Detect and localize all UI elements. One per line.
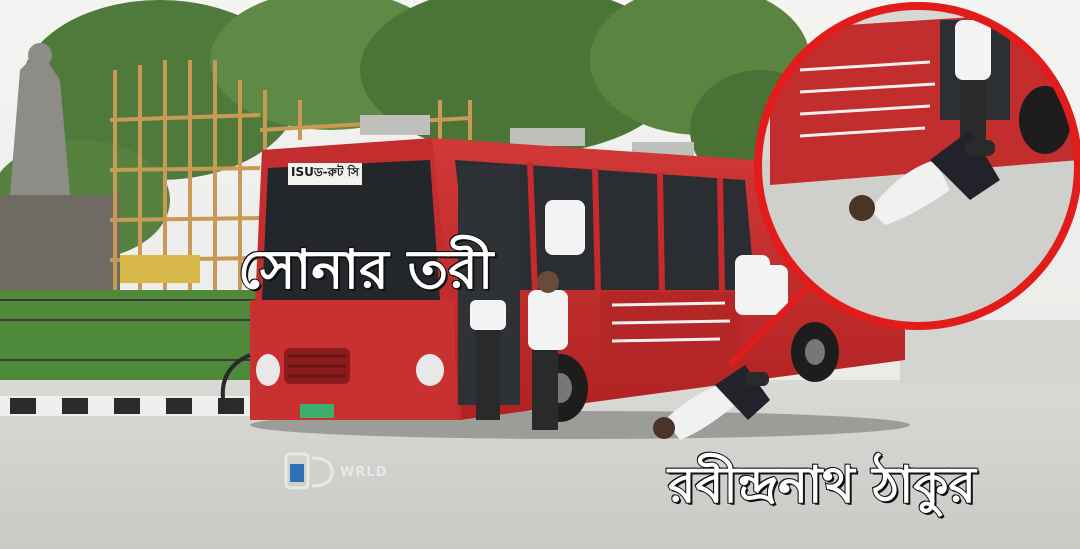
watermark-logo-icon (284, 452, 338, 492)
grass (0, 290, 260, 380)
person-name-caption: রবীন্দ্রনাথ ঠাকুর (668, 456, 976, 514)
bus-name-caption: সোনার তরী (238, 238, 494, 301)
bus-route-sign: ISUড-রুট সি (288, 163, 362, 185)
background-sign (120, 255, 200, 283)
watermark (284, 452, 387, 492)
road-curb (0, 396, 250, 416)
watermark-text: WRLD (340, 464, 388, 480)
